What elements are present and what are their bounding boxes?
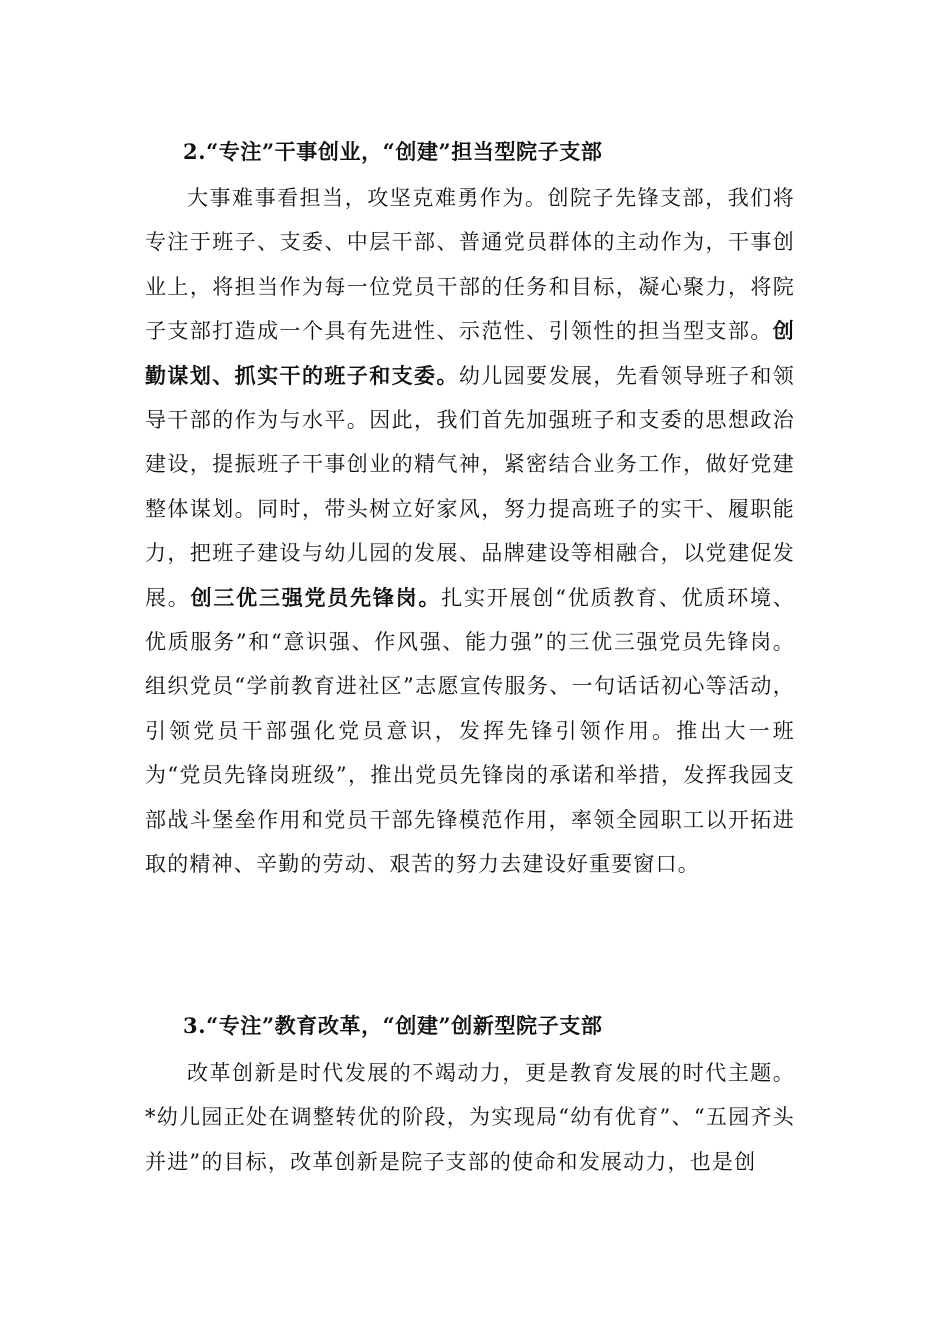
section-2-bold-lead-1: 创勤谋划、抓实干的班子和支委。: [145, 318, 795, 388]
section-2-middle-text: 幼儿园要发展，先看领导班子和领导干部的作为与水平。因此，我们首先加强班子和支委的思想政治建设，提振班子干事创业的精气神，紧密结合业务工作，做好党建整体谋划。同时，带头树立好家风，努力提高班子的实干、履职能力，把班子建设与幼儿园的发展、品牌建设等相融合，以党建促发展。: [145, 363, 795, 610]
section-2-bold-lead-2: 创三优三强党员先锋岗。: [190, 584, 442, 610]
section-3-paragraph: [145, 1051, 795, 1184]
section-3-heading: 3.“专注”教育改革，“创建”创新型院子支部: [183, 1013, 603, 1038]
section-2-heading: 2.“专注”干事创业，“创建”担当型院子支部: [183, 139, 603, 164]
section-2-paragraph: [145, 176, 795, 887]
section-2-end-text: 扎实开展创“优质教育、优质环境、优质服务”和“意识强、作风强、能力强”的三优三强党员先锋岗。组织党员“学前教育进社区”志愿宣传服务、一句话话初心等活动，引领党员干部强化党员意识，发挥先锋引领作用。推出大一班为“党员先锋岗班级”，推出党员先锋岗的承诺和举措，发挥我园支部战斗堡垒作用和党员干部先锋模范作用，率领全园职工以开拓进取的精神、辛勤的劳动、艰苦的努力去建设好重要窗口。: [145, 585, 795, 877]
section-3-intro-text: 改革创新是时代发展的不竭动力，更是教育发展的时代主题。*幼儿园正处在调整转优的阶段，为实现局“幼有优育”、“五园齐头并进”的目标，改革创新是院子支部的使命和发展动力，也是创: [145, 1061, 795, 1174]
section-2-intro-text: 大事难事看担当，攻坚克难勇作为。创院子先锋支部，我们将专注于班子、支委、中层干部、普通党员群体的主动作为，干事创业上，将担当作为每一位党员干部的任务和目标，凝心聚力，将院子支部打造成一个具有先进性、示范性、引领性的担当型支部。: [145, 186, 795, 344]
